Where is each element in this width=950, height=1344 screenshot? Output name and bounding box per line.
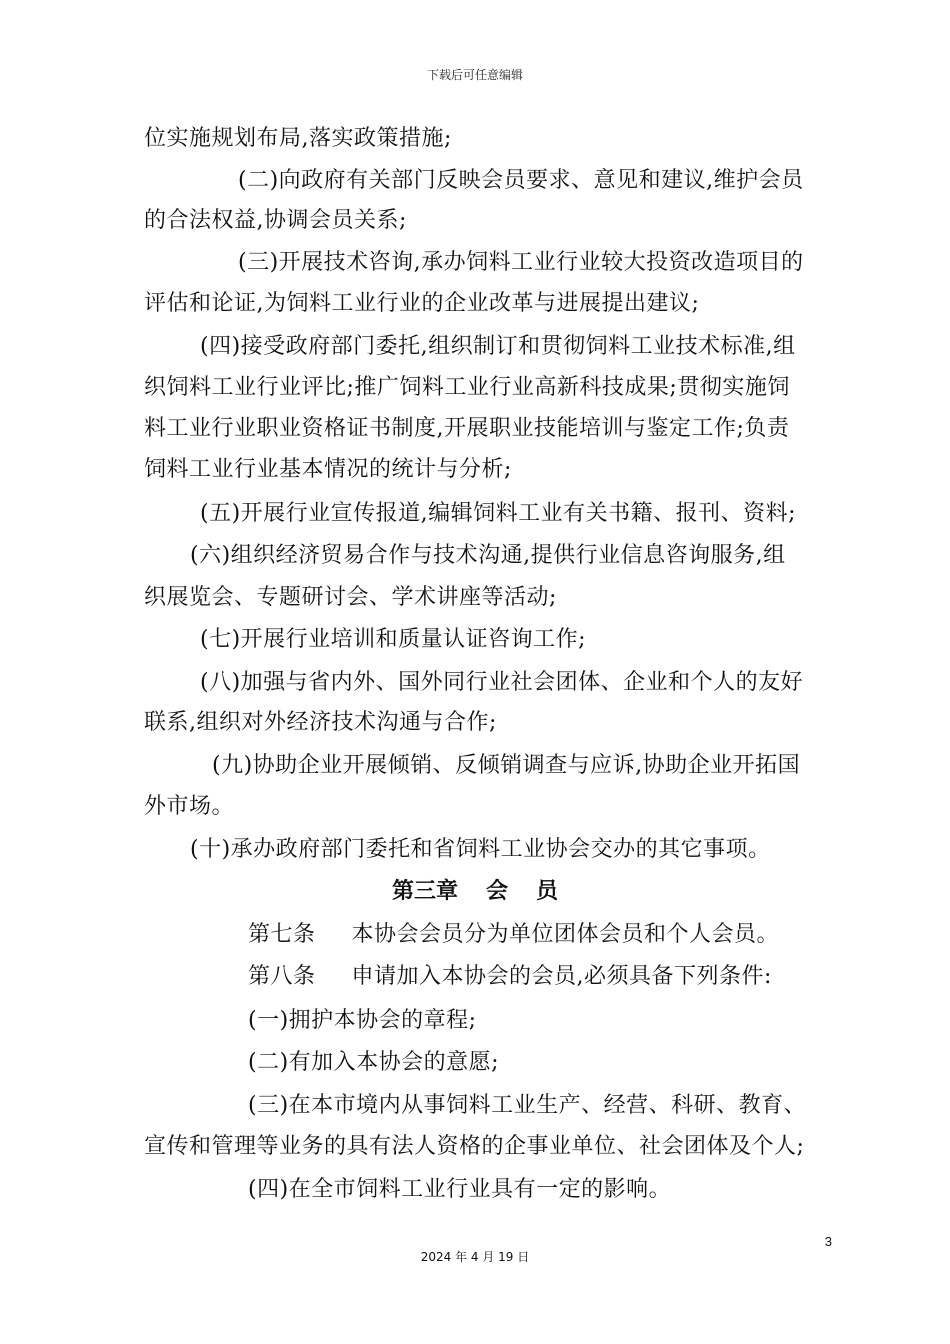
- article-text: 申请加入本协会的会员,必须具备下列条件:: [351, 964, 772, 989]
- chapter-title-char: 员: [536, 879, 559, 904]
- text-line: 联系,组织对外经济技术沟通与合作;: [144, 710, 497, 735]
- text-line: (九)协助企业开展倾销、反倾销调查与应诉,协助企业开拓国: [212, 753, 801, 778]
- page-footer-date: 2024 年 4 月 19 日: [420, 1250, 530, 1264]
- text-line: (八)加强与省内外、国外同行业社会团体、企业和个人的友好: [200, 670, 804, 695]
- chapter-heading: [0, 877, 950, 907]
- text-line: (三)开展技术咨询,承办饲料工业行业较大投资改造项目的: [238, 250, 804, 275]
- text-line: (七)开展行业培训和质量认证咨询工作;: [200, 627, 587, 652]
- text-line: 位实施规划布局,落实政策措施;: [144, 126, 452, 151]
- text-line: (六)组织经济贸易合作与技术沟通,提供行业信息咨询服务,组: [190, 543, 786, 568]
- text-line: (十)承办政府部门委托和省饲料工业协会交办的其它事项。: [190, 837, 771, 862]
- text-line: 外市场。: [144, 794, 235, 819]
- condition-item: (一)拥护本协会的章程;: [248, 1008, 477, 1033]
- text-line: 料工业行业职业资格证书制度,开展职业技能培训与鉴定工作;负责: [144, 416, 790, 441]
- text-line: 织展览会、专题研讨会、学术讲座等活动;: [144, 585, 557, 610]
- page-number: 3: [824, 1234, 832, 1249]
- article-label: 第八条: [248, 964, 316, 989]
- condition-item: (二)有加入本协会的意愿;: [248, 1050, 500, 1075]
- text-line: 织饲料工业行业评比;推广饲料工业行业高新科技成果;贯彻实施饲: [144, 375, 790, 400]
- text-line: 饲料工业行业基本情况的统计与分析;: [144, 457, 512, 482]
- article-label: 第七条: [248, 922, 316, 947]
- text-line: (四)接受政府部门委托,组织制订和贯彻饲料工业技术标准,组: [200, 334, 796, 359]
- article-7: [248, 920, 779, 950]
- text-line: (二)向政府有关部门反映会员要求、意见和建议,维护会员: [238, 168, 804, 193]
- text-line: (五)开展行业宣传报道,编辑饲料工业有关书籍、报刊、资料;: [200, 501, 797, 526]
- condition-item: (三)在本市境内从事饲料工业生产、经营、科研、教育、: [248, 1093, 807, 1118]
- article-text: 本协会会员分为单位团体会员和个人会员。: [351, 922, 780, 947]
- condition-item: 宣传和管理等业务的具有法人资格的企事业单位、社会团体及个人;: [144, 1134, 805, 1159]
- chapter-title-char: 会: [485, 879, 508, 904]
- condition-item: (四)在全市饲料工业行业具有一定的影响。: [248, 1177, 672, 1202]
- page-header: 下载后可任意编辑: [426, 68, 523, 82]
- text-line: 的合法权益,协调会员关系;: [144, 208, 407, 233]
- chapter-number: 第三章: [391, 879, 458, 904]
- article-8: [248, 962, 772, 992]
- text-line: 评估和论证,为饲料工业行业的企业改革与进展提出建议;: [144, 291, 700, 316]
